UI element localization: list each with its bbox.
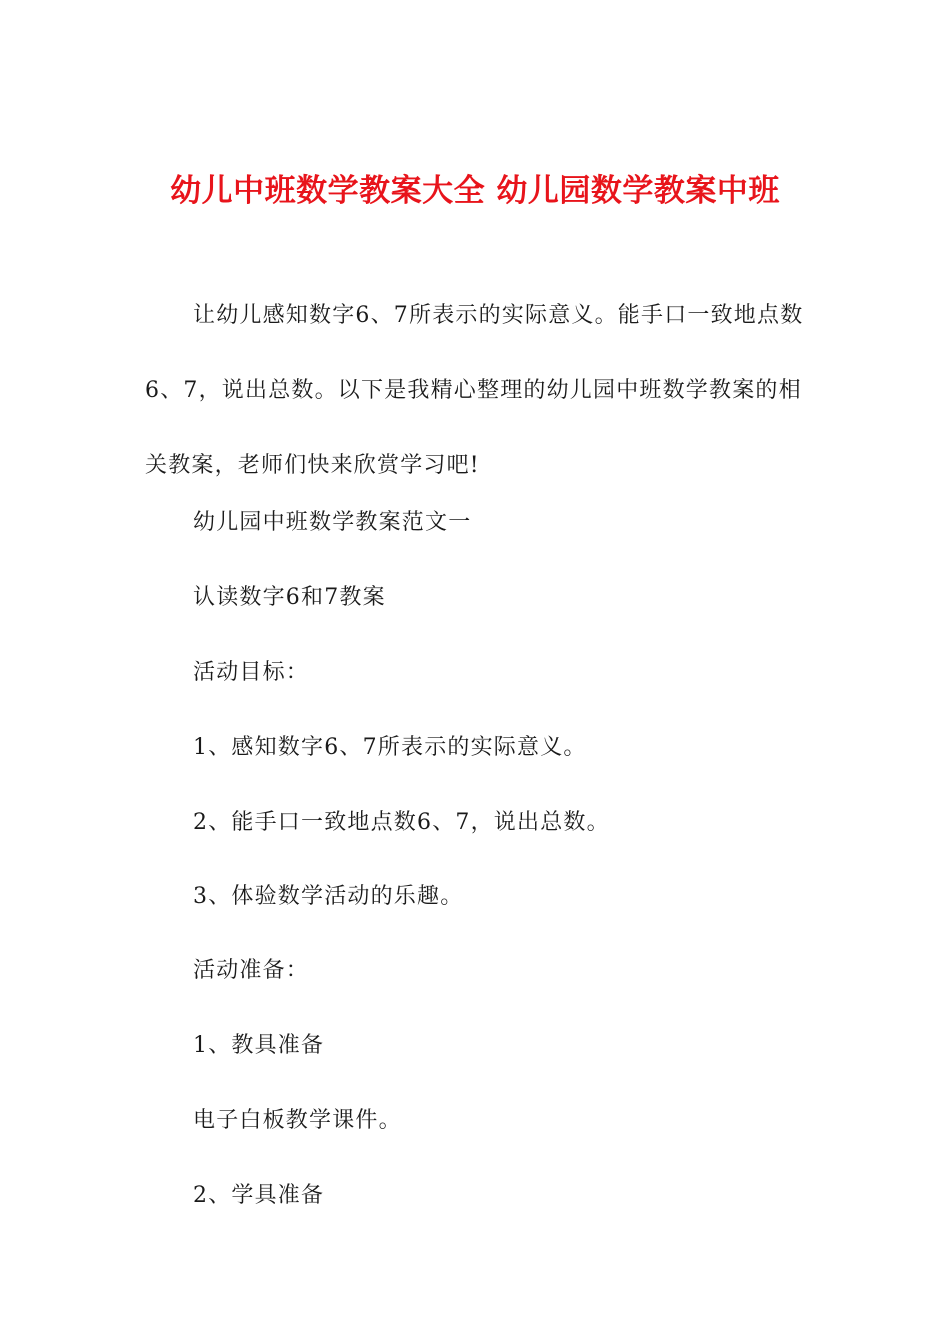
document-title: 幼儿中班数学教案大全 幼儿园数学教案中班 [170,172,780,209]
lesson-title: 认读数字6和7教案 [193,585,386,610]
section-heading-example-one: 幼儿园中班数学教案范文一 [193,510,472,535]
intro-paragraph: 让幼儿感知数字6、7所表示的实际意义。能手口一致地点数6、7，说出总数。以下是我精心整理的幼儿园中班数学教案的相关教案，老师们快来欣赏学习吧! [145,303,804,478]
activity-preparation-heading: 活动准备： [193,958,310,983]
preparation-detail-1: 电子白板教学课件。 [193,1108,402,1133]
preparation-item-1: 1、教具准备 [193,1033,325,1058]
goal-item-3: 3、体验数学活动的乐趣。 [193,884,464,909]
preparation-item-2: 2、学具准备 [193,1183,325,1208]
goal-item-1: 1、感知数字6、7所表示的实际意义。 [193,735,587,760]
goal-item-2: 2、能手口一致地点数6、7，说出总数。 [193,810,610,835]
activity-goals-heading: 活动目标： [193,660,310,685]
